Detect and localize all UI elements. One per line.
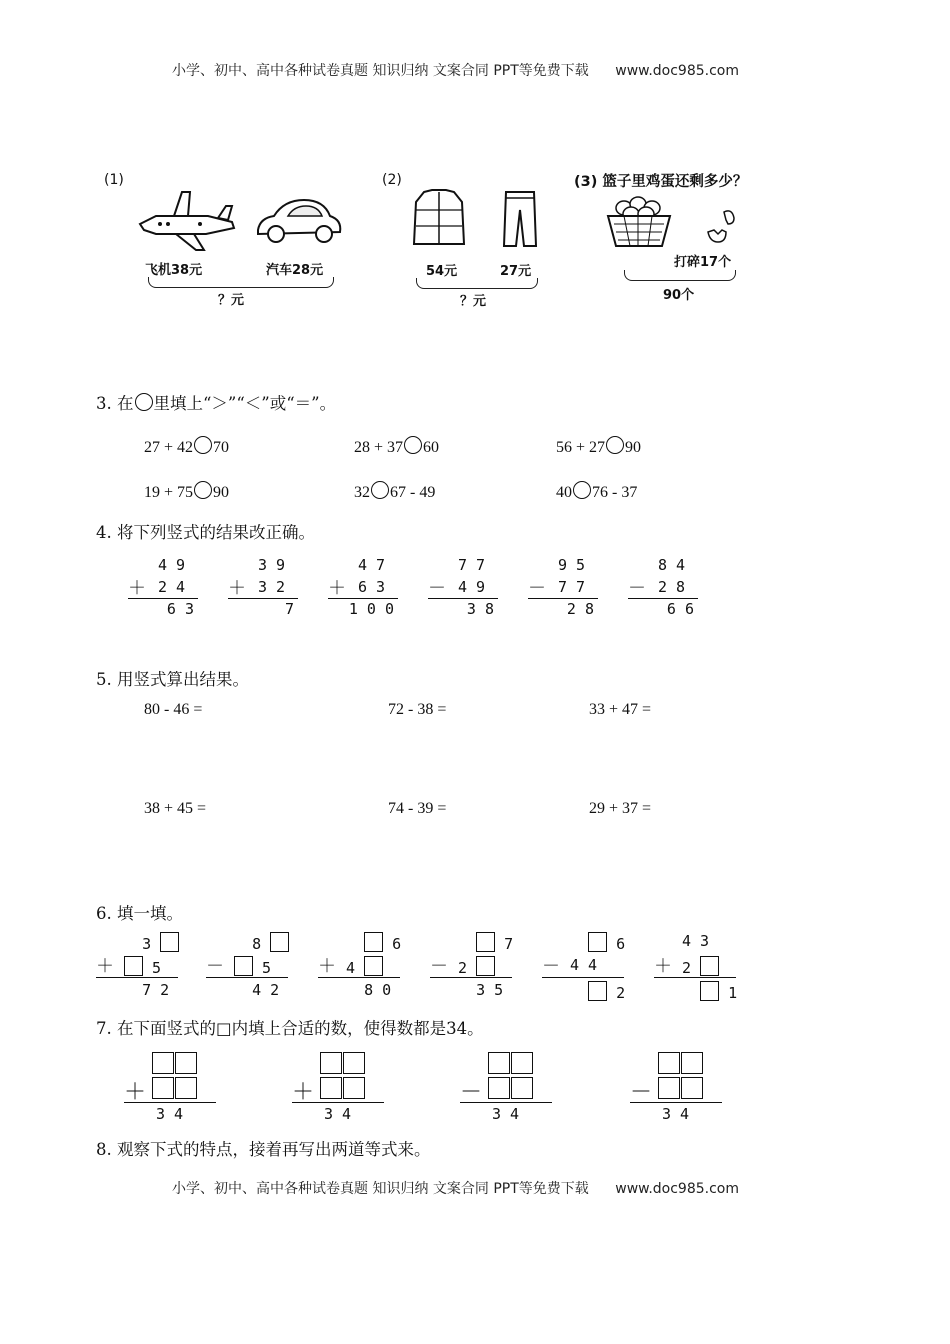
q4-bottom-number: 4 9 bbox=[458, 578, 486, 596]
q6-title: 6. 填一填。 bbox=[96, 904, 183, 923]
fill-box[interactable] bbox=[700, 981, 719, 1001]
q4-operator: ＋ bbox=[328, 578, 346, 599]
fill-box[interactable] bbox=[175, 1077, 197, 1099]
q6-bottom-row: 2 bbox=[458, 956, 495, 977]
q3-item-5[interactable]: 32 67 - 49 bbox=[354, 481, 435, 502]
airplane-icon bbox=[136, 188, 240, 254]
fill-box[interactable] bbox=[488, 1077, 510, 1099]
brace-2 bbox=[416, 278, 538, 289]
q4-operator: － bbox=[528, 578, 546, 599]
q4-line bbox=[128, 598, 198, 599]
fill-box[interactable] bbox=[152, 1077, 174, 1099]
circle-icon bbox=[135, 393, 153, 411]
fill-box[interactable] bbox=[270, 932, 289, 952]
answer-circle[interactable] bbox=[573, 481, 591, 499]
fill-box[interactable] bbox=[364, 932, 383, 952]
q6-result-row: 4 2 bbox=[252, 981, 280, 999]
q6-line bbox=[654, 977, 736, 978]
q4-line bbox=[228, 598, 298, 599]
q3-prefix: 3. 在 bbox=[96, 394, 134, 413]
pants-icon bbox=[500, 190, 540, 250]
broken-egg-icon bbox=[704, 206, 738, 244]
q4-operator: ＋ bbox=[128, 578, 146, 599]
answer-circle[interactable] bbox=[194, 436, 212, 454]
q6-operator: － bbox=[430, 956, 448, 977]
fill-box[interactable] bbox=[343, 1052, 365, 1074]
fill-box[interactable] bbox=[588, 981, 607, 1001]
q6-result-row: 8 0 bbox=[364, 981, 392, 999]
q4-result: 2 8 bbox=[566, 600, 594, 618]
pic3-total: 90个 bbox=[663, 288, 695, 303]
plane-price: 飞机38元 bbox=[145, 263, 203, 278]
car-price: 汽车28元 bbox=[266, 263, 324, 278]
header-text: 小学、初中、高中各种试卷真题 知识归纳 文案合同 PPT等免费下载 bbox=[172, 63, 589, 79]
egg-basket-icon bbox=[604, 192, 674, 250]
pic1-total: ？元 bbox=[218, 293, 245, 308]
q6-bottom-row: 4 bbox=[346, 956, 383, 977]
q5-item-5: 74 - 39 = bbox=[388, 800, 447, 817]
q6-operator: － bbox=[206, 956, 224, 977]
q6-operator: ＋ bbox=[654, 956, 672, 977]
brace-3 bbox=[624, 270, 736, 281]
q4-result: 3 8 bbox=[466, 600, 494, 618]
q6-bottom-row: 4 4 bbox=[570, 956, 598, 974]
fill-box[interactable] bbox=[343, 1077, 365, 1099]
fill-box[interactable] bbox=[588, 932, 607, 952]
q7-result: 3 4 bbox=[156, 1105, 184, 1123]
q4-result: 1 0 0 bbox=[348, 600, 394, 618]
q7-title: 7. 在下面竖式的□内填上合适的数，使得数都是34。 bbox=[96, 1019, 484, 1038]
fill-box[interactable] bbox=[681, 1052, 703, 1074]
car-icon bbox=[254, 194, 344, 246]
q4-operator: － bbox=[428, 578, 446, 599]
fill-box[interactable] bbox=[320, 1077, 342, 1099]
q6-top-row: 7 bbox=[458, 932, 513, 953]
q6-result-row: 2 bbox=[570, 981, 625, 1002]
fill-box[interactable] bbox=[488, 1052, 510, 1074]
q4-top-number: 7 7 bbox=[458, 556, 486, 574]
q7-operator: － bbox=[630, 1080, 653, 1105]
q5-title: 5. 用竖式算出结果。 bbox=[96, 670, 249, 689]
q3-item-4[interactable]: 19 + 75 90 bbox=[144, 481, 229, 502]
q7-result: 3 4 bbox=[324, 1105, 352, 1123]
fill-box[interactable] bbox=[234, 956, 253, 976]
q5-item-6: 29 + 37 = bbox=[589, 800, 652, 817]
q4-result: 6 6 bbox=[666, 600, 694, 618]
q6-operator: ＋ bbox=[318, 956, 336, 977]
fill-box[interactable] bbox=[658, 1052, 680, 1074]
answer-circle[interactable] bbox=[371, 481, 389, 499]
q7-result: 3 4 bbox=[662, 1105, 690, 1123]
q4-line bbox=[628, 598, 698, 599]
pic2-total: ？元 bbox=[460, 294, 487, 309]
q6-top-row: 4 3 bbox=[682, 932, 710, 950]
q6-bottom-row: 5 bbox=[234, 956, 271, 977]
footer-site: www.doc985.com bbox=[615, 1181, 739, 1197]
q6-top-row: 3 bbox=[124, 932, 179, 953]
q6-bottom-row: 2 bbox=[682, 956, 719, 977]
q6-top-row: 8 bbox=[234, 932, 289, 953]
q4-operator: － bbox=[628, 578, 646, 599]
q4-top-number: 4 9 bbox=[158, 556, 186, 574]
pic3-title: (3) 篮子里鸡蛋还剩多少？ bbox=[574, 174, 748, 190]
q5-item-2: 72 - 38 = bbox=[388, 701, 447, 718]
q6-line bbox=[96, 977, 178, 978]
q6-result-row: 1 bbox=[682, 981, 737, 1002]
q6-line bbox=[430, 977, 512, 978]
q6-operator: ＋ bbox=[96, 956, 114, 977]
q4-result: 7 bbox=[266, 600, 294, 618]
q4-bottom-number: 7 7 bbox=[558, 578, 586, 596]
q4-top-number: 9 5 bbox=[558, 556, 586, 574]
q4-top-number: 8 4 bbox=[658, 556, 686, 574]
fill-box[interactable] bbox=[511, 1077, 533, 1099]
q3-suffix: 里填上“＞”“＜”或“＝”。 bbox=[153, 394, 337, 413]
q7-result: 3 4 bbox=[492, 1105, 520, 1123]
q3-item-2[interactable]: 28 + 37 60 bbox=[354, 436, 439, 457]
q7-line bbox=[630, 1102, 722, 1103]
q6-top-row: 6 bbox=[570, 932, 625, 953]
q4-top-number: 4 7 bbox=[358, 556, 386, 574]
q5-item-3: 33 + 47 = bbox=[589, 701, 652, 718]
q4-result: 6 3 bbox=[166, 600, 194, 618]
fill-box[interactable] bbox=[175, 1052, 197, 1074]
answer-circle[interactable] bbox=[404, 436, 422, 454]
fill-box[interactable] bbox=[160, 932, 179, 952]
fill-box[interactable] bbox=[700, 956, 719, 976]
fill-box[interactable] bbox=[658, 1077, 680, 1099]
q6-result-row: 3 5 bbox=[476, 981, 504, 999]
q3-item-6[interactable]: 40 76 - 37 bbox=[556, 481, 637, 502]
q4-bottom-number: 2 8 bbox=[658, 578, 686, 596]
q8-title: 8. 观察下式的特点，接着再写出两道等式来。 bbox=[96, 1140, 431, 1159]
fill-box[interactable] bbox=[364, 956, 383, 976]
q6-line bbox=[318, 977, 400, 978]
fill-box[interactable] bbox=[124, 956, 143, 976]
q7-operator: ＋ bbox=[124, 1080, 147, 1105]
q6-top-row: 6 bbox=[346, 932, 401, 953]
q4-title: 4. 将下列竖式的结果改正确。 bbox=[96, 523, 315, 542]
header-site: www.doc985.com bbox=[615, 63, 739, 79]
q6-line bbox=[206, 977, 288, 978]
q7-line bbox=[460, 1102, 552, 1103]
q4-line bbox=[528, 598, 598, 599]
q6-operator: － bbox=[542, 956, 560, 977]
fill-box[interactable] bbox=[320, 1052, 342, 1074]
q3-item-1[interactable]: 27 + 42 70 bbox=[144, 436, 229, 457]
q4-operator: ＋ bbox=[228, 578, 246, 599]
fill-box[interactable] bbox=[681, 1077, 703, 1099]
jacket-icon bbox=[410, 188, 468, 248]
fill-box[interactable] bbox=[476, 956, 495, 976]
q7-line bbox=[124, 1102, 216, 1103]
q5-item-4: 38 + 45 = bbox=[144, 800, 207, 817]
brace-1 bbox=[148, 277, 334, 288]
fill-box[interactable] bbox=[511, 1052, 533, 1074]
pic2-number: (2) bbox=[382, 172, 402, 188]
page-footer bbox=[172, 1178, 739, 1198]
q6-line bbox=[542, 977, 624, 978]
picture-problems bbox=[0, 0, 950, 340]
q5-item-1: 80 - 46 = bbox=[144, 701, 203, 718]
q4-line bbox=[428, 598, 498, 599]
q7-line bbox=[292, 1102, 384, 1103]
q6-bottom-row: 5 bbox=[124, 956, 161, 977]
fill-box[interactable] bbox=[476, 932, 495, 952]
q4-bottom-number: 2 4 bbox=[158, 578, 186, 596]
pants-price: 27元 bbox=[500, 264, 532, 279]
q4-bottom-number: 6 3 bbox=[358, 578, 386, 596]
jacket-price: 54元 bbox=[426, 264, 458, 279]
q7-operator: － bbox=[460, 1080, 483, 1105]
broken-eggs: 打碎17个 bbox=[674, 255, 732, 270]
q3-item-3[interactable]: 56 + 27 90 bbox=[556, 436, 641, 457]
fill-box[interactable] bbox=[152, 1052, 174, 1074]
q4-bottom-number: 3 2 bbox=[258, 578, 286, 596]
q4-top-number: 3 9 bbox=[258, 556, 286, 574]
q7-operator: ＋ bbox=[292, 1080, 315, 1105]
answer-circle[interactable] bbox=[606, 436, 624, 454]
q6-result-row: 7 2 bbox=[142, 981, 170, 999]
q3-title bbox=[96, 390, 336, 414]
footer-text: 小学、初中、高中各种试卷真题 知识归纳 文案合同 PPT等免费下载 bbox=[172, 1181, 589, 1197]
pic1-number: (1) bbox=[104, 172, 124, 188]
q4-line bbox=[328, 598, 398, 599]
answer-circle[interactable] bbox=[194, 481, 212, 499]
